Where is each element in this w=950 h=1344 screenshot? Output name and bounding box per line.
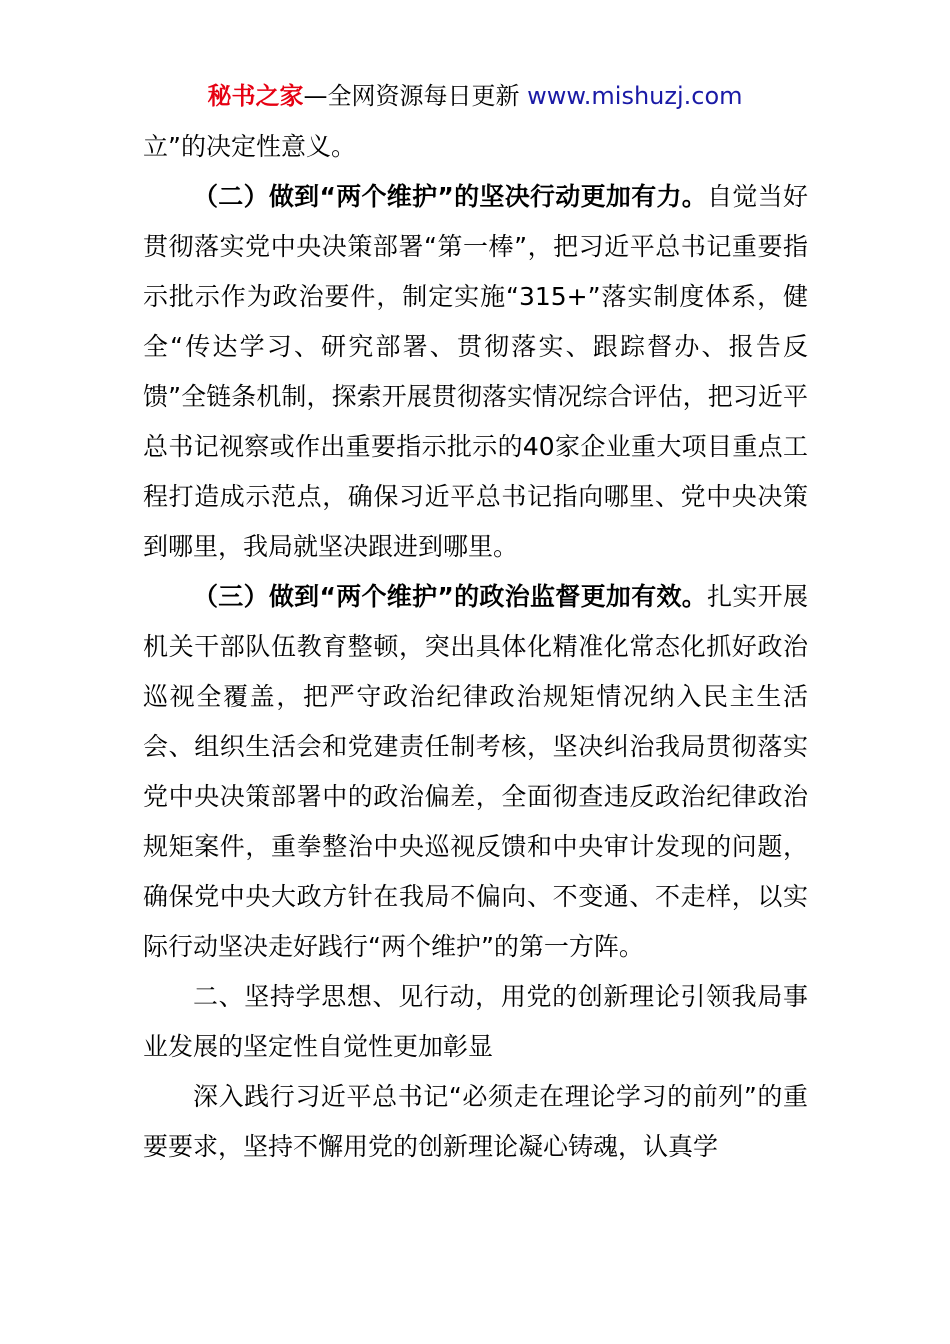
paragraph-section-2 xyxy=(143,172,808,572)
document-body xyxy=(143,122,808,1172)
site-brand: 秘书之家 xyxy=(207,82,304,110)
site-url-link[interactable]: www.mishuzj.com xyxy=(527,82,743,110)
paragraph-section-3 xyxy=(143,572,808,972)
site-tagline: —全网资源每日更新 xyxy=(303,82,528,110)
paragraph-theory-study xyxy=(143,1072,808,1172)
paragraph-text: 二、坚持学思想、见行动，用党的创新理论引领我局事业发展的坚定性自觉性更加彰显 xyxy=(143,982,808,1061)
paragraph-text: 扎实开展机关干部队伍教育整顿，突出具体化精准化常态化抓好政治巡视全覆盖，把严守政治纪律政治规矩情况纳入民主生活会、组织生活会和党建责任制考核，坚决纠治我局贯彻落实党中央决策部署中的政治偏差，全面彻查违反政治纪律政治规矩案件，重拳整治中央巡视反馈和中央审计发现的问题，确保党中央大政方针在我局不偏向、不变通、不走样，以实际行动坚决走好践行“两个维护”的第一方阵。 xyxy=(143,582,808,961)
paragraph-heading: （三）做到“两个维护”的政治监督更加有效。 xyxy=(193,582,708,611)
section-heading-two xyxy=(143,972,808,1072)
paragraph-continuation xyxy=(143,122,808,172)
paragraph-heading: （二）做到“两个维护”的坚决行动更加有力。 xyxy=(193,182,708,211)
paragraph-text: 自觉当好贯彻落实党中央决策部署“第一棒”，把习近平总书记重要指示批示作为政治要件，制定实施“315+”落实制度体系，健全“传达学习、研究部署、贯彻落实、跟踪督办、报告反馈”全链条机制，探索开展贯彻落实情况综合评估，把习近平总书记视察或作出重要指示批示的40家企业重大项目重点工程打造成示范点，确保习近平总书记指向哪里、党中央决策到哪里，我局就坚决跟进到哪里。 xyxy=(143,182,808,561)
paragraph-text: 立”的决定性意义。 xyxy=(143,132,356,161)
site-header xyxy=(0,80,950,112)
paragraph-text: 深入践行习近平总书记“必须走在理论学习的前列”的重要要求，坚持不懈用党的创新理论凝心铸魂，认真学 xyxy=(143,1082,808,1161)
